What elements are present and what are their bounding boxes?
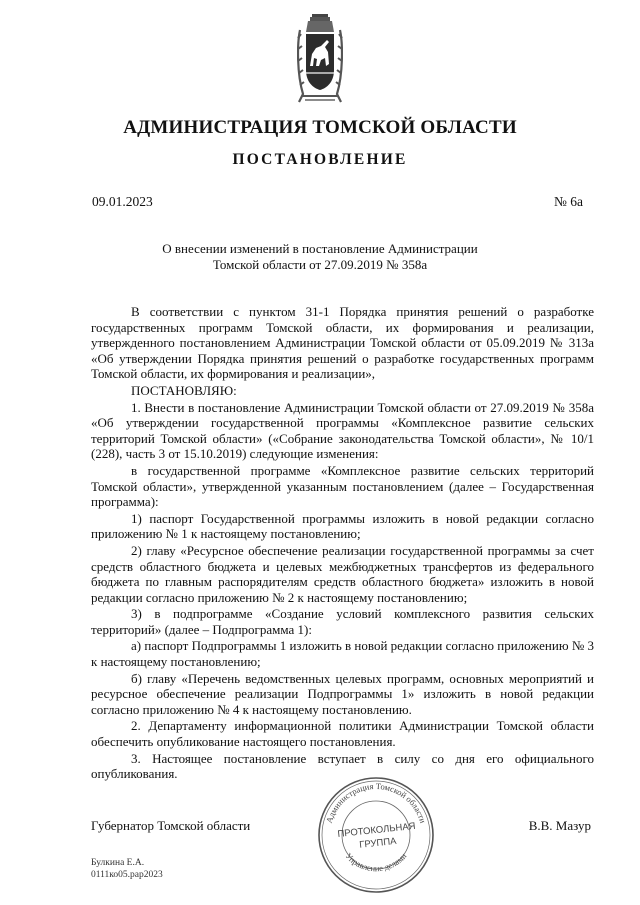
item-1-3a-paragraph: а) паспорт Подпрограммы 1 изложить в новой редакции согласно приложению № 3 к настоящему постановлению; bbox=[91, 638, 594, 670]
stamp-center-line-1: ПРОТОКОЛЬНАЯ bbox=[336, 820, 417, 840]
author-name: Булкина Е.А. bbox=[91, 858, 145, 868]
item-2-paragraph: 2. Департаменту информационной политики Администрации Томской области обеспечить опубликование настоящего постановления. bbox=[91, 718, 594, 750]
item-1-intro-paragraph: в государственной программе «Комплексное развитие сельских территорий Томской области», утвержденной указанным постановлением (далее – Государственная программа): bbox=[91, 462, 594, 510]
preamble-paragraph: В соответствии с пунктом 31-1 Порядка принятия решений о разработке государственных программ Томской области, их формирования и реализации, утвержденного постановлением Администрации Томской области от 05.09.2019 № 313а «Об утверждении Порядка принятия решений о разработке государственных программ Томской области, их формирования и реализации», bbox=[91, 304, 594, 382]
document-number: № 6а bbox=[554, 194, 583, 209]
item-1-1-paragraph: 1) паспорт Государственной программы изложить в новой редакции согласно приложению № 1 к настоящему постановлению; bbox=[91, 510, 594, 542]
organization-title: АДМИНИСТРАЦИЯ ТОМСКОЙ ОБЛАСТИ bbox=[123, 117, 517, 138]
signatory-position: Губернатор Томской области bbox=[91, 818, 251, 833]
item-1-3b-paragraph: б) главу «Перечень ведомственных целевых программ, основных мероприятий и ресурсное обеспечение реализации Подпрограммы 1» изложить в новой редакции согласно приложению № 4 к настоящему постановлению. bbox=[91, 670, 594, 717]
document-date: 09.01.2023 bbox=[92, 194, 153, 209]
signatory-name: В.В. Мазур bbox=[528, 818, 591, 833]
document-body bbox=[91, 304, 594, 782]
item-1-3-paragraph: 3) в подпрограмме «Создание условий комплексного развития сельских территорий» (далее – Подпрограмма 1): bbox=[91, 606, 594, 637]
document-subject bbox=[140, 241, 500, 273]
svg-text:Администрация Томской области bbox=[324, 781, 429, 825]
subject-line-1: О внесении изменений в постановление Администрации bbox=[162, 241, 478, 256]
stamp-ring-bottom: Управление делами bbox=[343, 850, 409, 874]
item-3-paragraph: 3. Настоящее постановление вступает в силу со дня его официального опубликования. bbox=[91, 750, 594, 782]
document-type-title: ПОСТАНОВЛЕНИЕ bbox=[232, 151, 408, 168]
svg-text:Управление делами bbox=[344, 851, 409, 874]
author-file-code: 0111ко05.рар2023 bbox=[91, 870, 163, 880]
tomsk-coat-of-arms-icon bbox=[297, 14, 343, 108]
official-stamp bbox=[316, 775, 436, 895]
author-block bbox=[91, 857, 163, 881]
item-1-paragraph: 1. Внести в постановление Администрации Томской области от 27.09.2019 № 358а «Об утверждении государственной программы «Комплексное развитие сельских территорий Томской области» («Собрание законодательства Томской области», № 10/1 (228), часть 3 от 15.10.2019) следующие изменения: bbox=[91, 399, 594, 462]
item-1-2-paragraph: 2) главу «Ресурсное обеспечение реализации государственной программы за счет средств областного бюджета и целевых межбюджетных трансфертов из федерального бюджета по главным распорядителям средств областного бюджета» изложить в новой редакции согласно приложению № 2 к настоящему постановлению; bbox=[91, 542, 594, 605]
resolve-heading: ПОСТАНОВЛЯЮ: bbox=[131, 382, 237, 398]
subject-line-2: Томской области от 27.09.2019 № 358а bbox=[212, 257, 428, 272]
stamp-ring-top: Администрация Томской области bbox=[323, 780, 429, 825]
stamp-center-line-2: ГРУППА bbox=[358, 835, 398, 851]
